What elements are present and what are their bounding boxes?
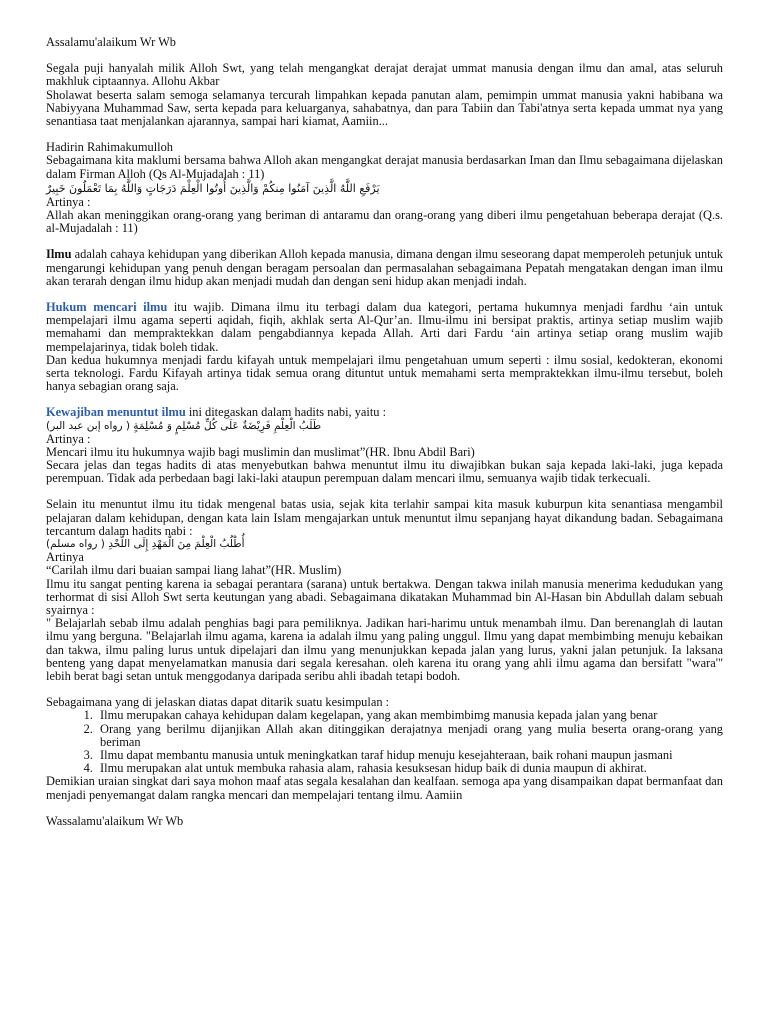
artinya-label-3: Artinya — [46, 550, 84, 565]
opening-salam: Assalamu'alaikum Wr Wb — [46, 35, 176, 49]
verse-translation: Allah akan meninggikan orang-orang yang beriman di antaramu dan orang-orang yang diberi ilmu pengetahuan beberapa derajat (Q.s. al-Mujadalah : 11) — [46, 208, 723, 236]
ilmu-text: adalah cahaya kehidupan yang diberikan Alloh kepada manusia, dimana dengan ilmu seseorang dapat memperoleh petunjuk untuk mengarungi kehidupan yang penuh dengan beragam persoalan dan permasalahan sebagaimana Pepatah mengatakan dengan iman ilmu akan terarah dengan ilmu hidup akan menjadi mudah dan dengan seni hidup akan menjadi indah. — [46, 247, 723, 288]
intro-paragraph-sholawat: Sholawat beserta salam semoga selamanya tercurah limpahkan kepada panutan alam, pemimpin ummat manusia yakni habibana wa Nabiyyana Muhammad Saw, serta kepada para keluarganya, sahabatnya, dan para Tabiin dan Tabi'atnya serta kepada ummat nya yang senantiasa taat menjalankan ajarannya, sampai hari kiamat, Aamiin... — [46, 87, 723, 129]
takwa-paragraph: Ilmu itu sangat penting karena ia sebagai perantara (sarana) untuk bertakwa. Dengan takwa inilah manusia menerima kedudukan yang terhormat di sisi Alloh Swt serta keutungan yang abadi. Sebagaimana dikatakan Muhammad bin Al-Hasan bin Abdullah dalam sebuah syairnya : — [46, 576, 723, 617]
usia-paragraph: Selain itu menuntut ilmu itu tidak mengenal batas usia, sejak kita terlahir sampai kita masuk kuburpun kita senantiasa mengambil pelajaran dalam kehidupan, dengan kata lain Islam mengajarkan untuk menuntut ilmu sepanjang hayat dikandung badan. Sebagaimana tercantum dalam hadits nabi : — [46, 497, 723, 538]
list-item: 3. Ilmu dapat membantu manusia untuk meningkatkan taraf hidup menuju kesejahteraan, baik rohani maupun jasmani — [96, 749, 723, 762]
hadirin-text: Sebagaimana kita maklumi bersama bahwa Alloh akan mengangkat derajat manusia berdasarkan Iman dan Ilmu sebagaimana dijelaskan dalam Firman Alloh (Qs Al-Mujadalah : 11) — [46, 153, 723, 181]
intro-paragraph-praise: Segala puji hanyalah milik Alloh Swt, yang telah mengangkat derajat derajat ummat manusia dengan ilmu dan amal, atas seluruh makhluk ciptaannya. Allohu Akbar — [46, 61, 723, 89]
kesimpulan-list — [46, 709, 723, 775]
hadith-translation-1: Mencari ilmu itu hukumnya wajib bagi muslimin dan muslimat”(HR. Ibnu Abdil Bari) — [46, 444, 475, 459]
arabic-hadith-2: (أُطْلُبُ الْعِلْمَ مِنَ الْمَهْدِ إِلَى اللَّحْدِ ( رواه مسلم — [46, 538, 245, 551]
ilmu-term: Ilmu — [46, 247, 72, 262]
document-body — [46, 36, 723, 828]
kewajiban-paragraph — [46, 406, 723, 419]
kewajiban-text: ini ditegaskan dalam hadits nabi, yaitu : — [185, 405, 387, 420]
syair-quote: " Belajarlah sebab ilmu adalah penghias bagi para pemiliknya. Jadikan hari-harimu untuk menambah ilmu. Dan berenanglah di lautan ilmu yang berguna. "Belajarlah ilmu agama, karena ia adalah ilmu yang paling unggul. Ilmu yang dapat membimbing menuju kebaikan dan takwa, ilmu paling lurus untuk dipelajari dan ilmu yang menunjukkan kepada jalan yang lurus, yakni jalan petunjuk. Ia laksana benteng yang dapat menyelamatkan manusia dari segala keresahan. oleh karena itu orang yang ahli ilmu agama dan bersifatt "wara'" lebih berat bagi setan untuk menggodanya daripada seribu ahli ibadah tetapi bodoh. — [46, 616, 723, 683]
list-item: 2. Orang yang berilmu dijanjikan Allah akan ditinggikan derajatnya menjadi orang yang mulia beserta orang-orang yang beriman — [96, 723, 723, 749]
kewajiban-explanation: Secara jelas dan tegas hadits di atas menyebutkan bahwa menuntut ilmu itu diwajibkan bukan saja kepada laki-laki, juga kepada perempuan. Tidak ada perbedaan bagi laki-laki ataupun perempuan dalam mencari ilmu, semuanya wajib tidak terkecuali. — [46, 458, 723, 486]
hadirin-greeting: Hadirin Rahimakumulloh — [46, 140, 173, 155]
arabic-hadith-1: (طَلَبُ الْعِلْمِ فَرِيْضَةٌ عَلَى كُلِّ مُسْلِمٍ وَ مُسْلِمَةٍ ( رواه إبن عبد البر — [46, 419, 322, 432]
hukum-paragraph-2: Dan kedua hukumnya menjadi fardu kifayah untuk mempelajari ilmu pengetahuan umum seperti : ilmu sosial, kedokteran, ekonomi serta teknologi. Fardu Kifayah artinya tidak semua orang dituntut untuk memahami serta mempraktekkan ilmu-ilmu tersebut, boleh hanya sebagian orang saja. — [46, 352, 723, 394]
list-item: 1. Ilmu merupakan cahaya kehidupan dalam kegelapan, yang akan membimbimg manusia kepada jalan yang benar — [96, 709, 723, 722]
hukum-text: itu wajib. Dimana ilmu itu terbagi dalam dua kategori, pertama hukumnya menjadi fardhu ‘ain untuk mempelajari ilmu agama seperti aqidah, fiqih, akhlak serta Al-Qur’an. Ilmu-ilmu ini bersipat praktis, artinya setiap muslim wajib memahami dan mempraktekkan dalam pengabdiannya kepada Allah. Arti dari Fardu ‘ain artinya setiap orang muslim wajib mempelajarinya, tidak boleh tidak. — [46, 300, 723, 354]
closing-salam: Wassalamu'alaikum Wr Wb — [46, 813, 184, 828]
ilmu-paragraph — [46, 248, 723, 288]
artinya-label-2: Artinya : — [46, 431, 91, 446]
list-item: 4. Ilmu merupakan alat untuk membuka rahasia alam, rahasia kesuksesan hidup baik di dunia maupun di akhirat. — [96, 762, 723, 775]
kewajiban-heading: Kewajiban menuntut ilmu — [46, 405, 186, 420]
arabic-verse: يَرْفَعِ اللَّهُ الَّذِينَ آمَنُوا مِنكُمْ وَالَّذِينَ أُوتُوا الْعِلْمَ دَرَجَاتٍ وَاللَّهُ بِمَا تَعْمَلُونَ خَبِيرٌ — [46, 181, 380, 195]
artinya-label-1: Artinya : — [46, 194, 91, 209]
hukum-heading: Hukum mencari ilmu — [46, 300, 168, 315]
hukum-paragraph — [46, 301, 723, 354]
hadith-translation-2: “Carilah ilmu dari buaian sampai liang lahat”(HR. Muslim) — [46, 563, 342, 578]
closing-paragraph: Demikian uraian singkat dari saya mohon maaf atas segala kesalahan dan kealfaan. semoga apa yang disampaikan dapat bermanfaat dan menjadi penyemangat dalam rangka mencari dan mempelajari tentang ilmu. Aamiin — [46, 774, 723, 802]
kesimpulan-intro: Sebagaimana yang di jelaskan diatas dapat ditarik suatu kesimpulan : — [46, 695, 390, 710]
